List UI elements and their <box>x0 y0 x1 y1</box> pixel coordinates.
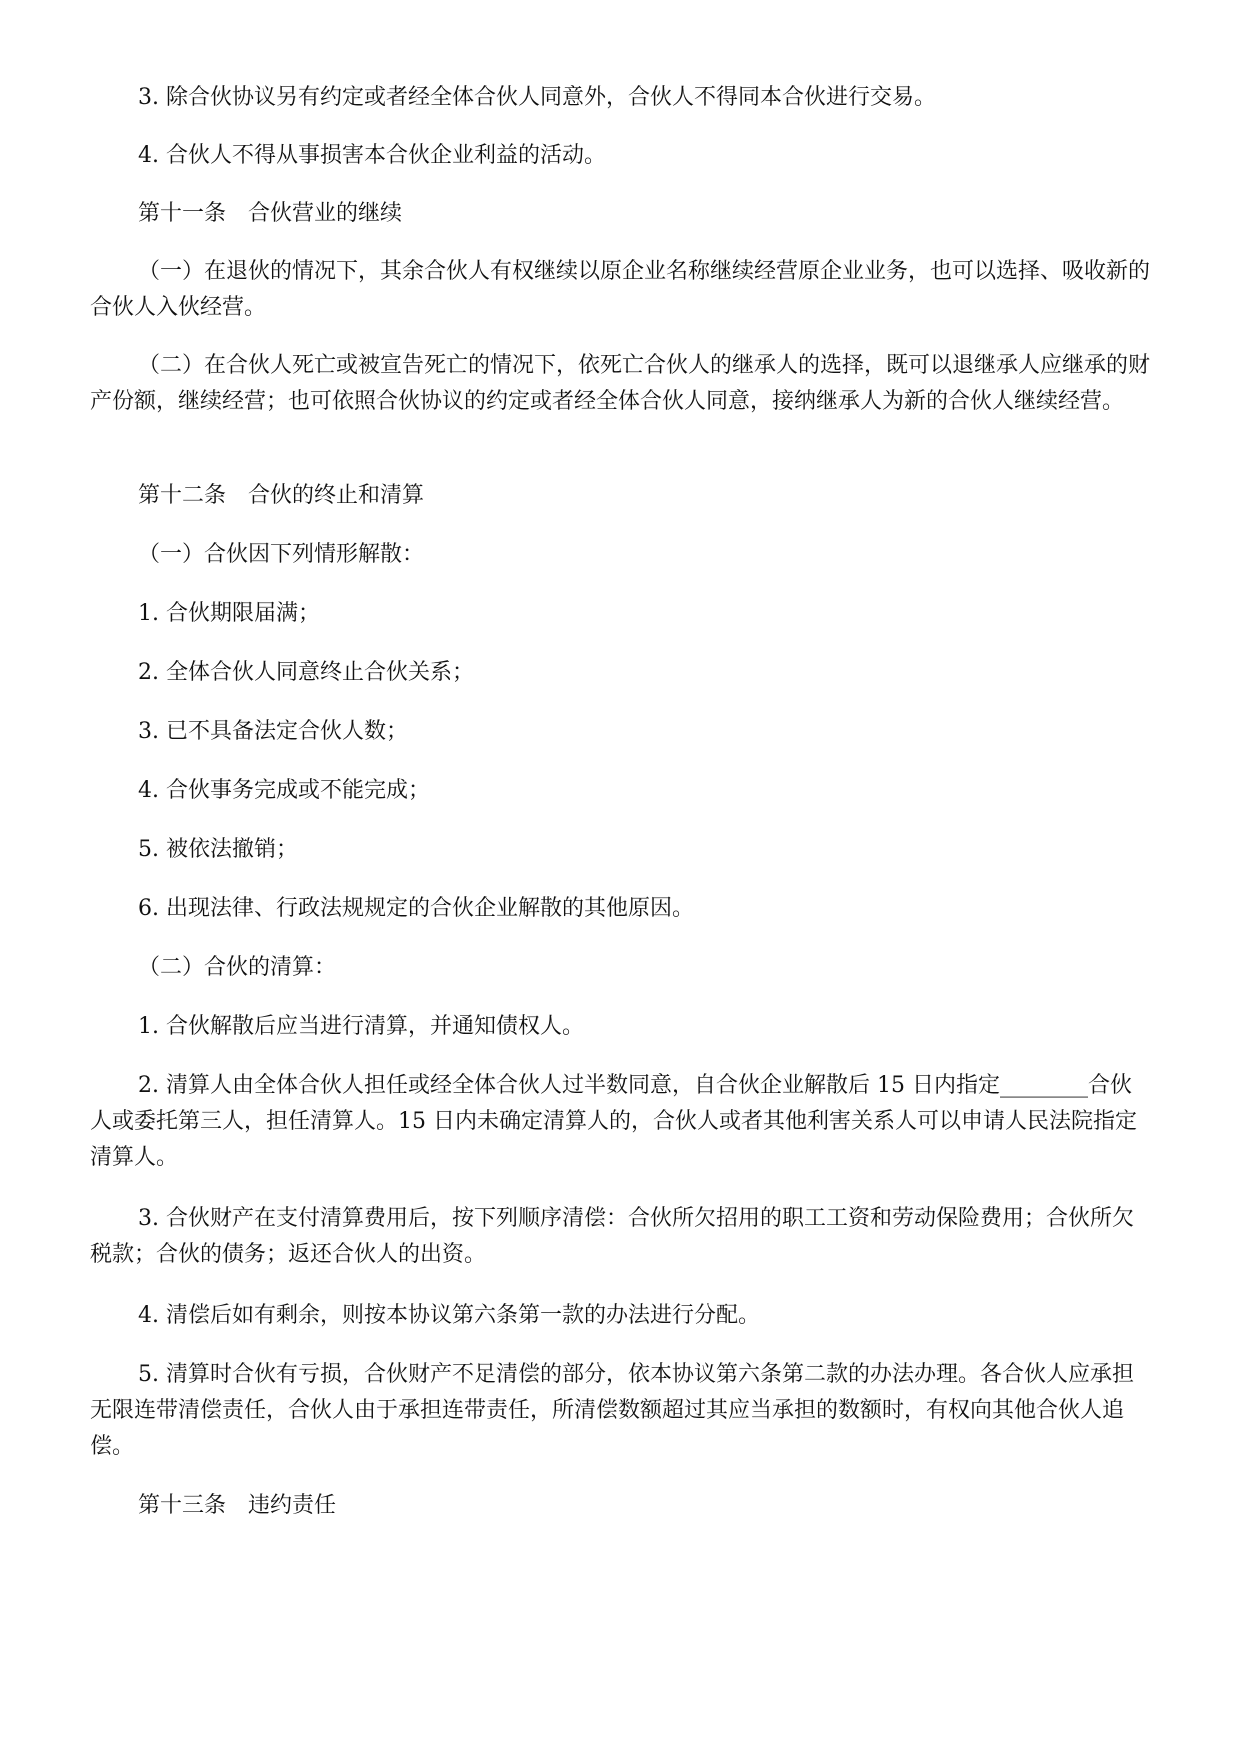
paragraph-article-11-item-2: （二）在合伙人死亡或被宣告死亡的情况下，依死亡合伙人的继承人的选择，既可以退继承人应继承的财产份额，继续经营；也可依照合伙协议的约定或者经全体合伙人同意，接纳继承人为新的合伙人继续经营。 <box>90 353 1151 414</box>
list-item-dissolution-3: 3. 已不具备法定合伙人数； <box>138 719 408 744</box>
list-item-liquidation-3: 3. 合伙财产在支付清算费用后，按下列顺序清偿：合伙所欠招用的职工工资和劳动保险费用；合伙所欠税款；合伙的债务；返还合伙人的出资。 <box>90 1206 1134 1267</box>
list-item-dissolution-4: 4. 合伙事务完成或不能完成； <box>138 778 430 803</box>
paragraph-liquidation-intro: （二）合伙的清算： <box>138 955 337 980</box>
list-item-liquidation-1: 1. 合伙解散后应当进行清算，并通知债权人。 <box>138 1014 584 1039</box>
paragraph-clause-3: 3. 除合伙协议另有约定或者经全体合伙人同意外，合伙人不得同本合伙进行交易。 <box>138 85 936 110</box>
list-item-dissolution-2: 2. 全体合伙人同意终止合伙关系； <box>138 660 474 685</box>
article-12-heading: 第十二条 合伙的终止和清算 <box>138 483 425 508</box>
list-item-liquidation-2: 2. 清算人由全体合伙人担任或经全体合伙人过半数同意，自合伙企业解散后 15 日内指定________合伙人或委托第三人，担任清算人。15 日内未确定清算人的，合伙人或者其他利害关系人可以申请人民法院指定清算人。 <box>90 1073 1137 1170</box>
article-13-heading: 第十三条 违约责任 <box>138 1493 337 1518</box>
list-item-dissolution-1: 1. 合伙期限届满； <box>138 601 320 626</box>
paragraph-article-11-item-1: （一）在退伙的情况下，其余合伙人有权继续以原企业名称继续经营原企业业务，也可以选择、吸收新的合伙人入伙经营。 <box>90 259 1151 320</box>
list-item-liquidation-4: 4. 清偿后如有剩余，则按本协议第六条第一款的办法进行分配。 <box>138 1303 760 1328</box>
paragraph-dissolution-intro: （一）合伙因下列情形解散： <box>138 542 425 567</box>
paragraph-clause-4: 4. 合伙人不得从事损害本合伙企业利益的活动。 <box>138 143 606 168</box>
article-11-heading: 第十一条 合伙营业的继续 <box>138 201 403 226</box>
list-item-dissolution-6: 6. 出现法律、行政法规规定的合伙企业解散的其他原因。 <box>138 896 694 921</box>
list-item-liquidation-5: 5. 清算时合伙有亏损，合伙财产不足清偿的部分，依本协议第六条第二款的办法办理。各合伙人应承担无限连带清偿责任，合伙人由于承担连带责任，所清偿数额超过其应当承担的数额时，有权向其他合伙人追偿。 <box>90 1362 1134 1459</box>
list-item-dissolution-5: 5. 被依法撤销； <box>138 837 298 862</box>
